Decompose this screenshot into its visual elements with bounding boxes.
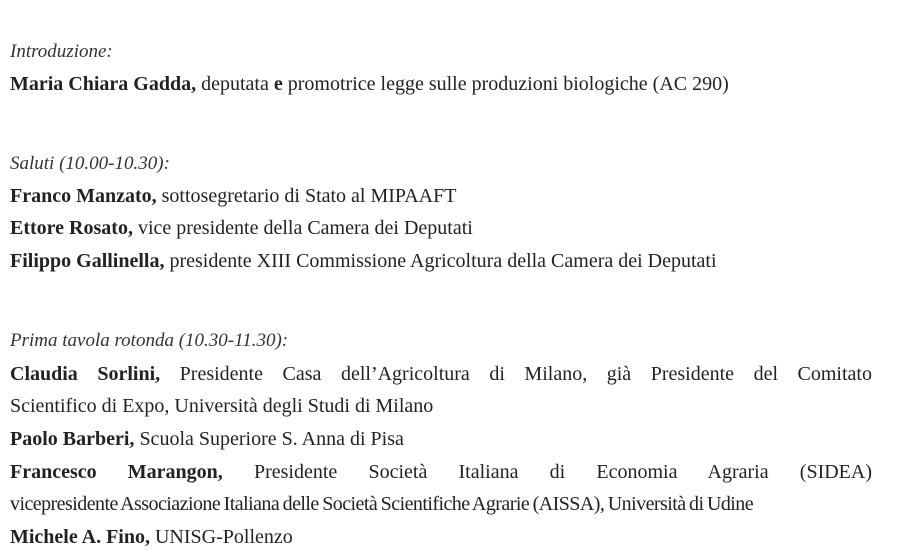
speaker-entry: [10, 526, 293, 549]
speaker-role: sottosegretario di Stato al MIPAAFT: [156, 185, 457, 207]
speaker-role: UNISG-Pollenzo: [149, 526, 293, 548]
speaker-role: vice presidente della Camera dei Deputati: [132, 217, 473, 239]
section-heading-prima-tavola: Prima tavola rotonda (10.30-11.30):: [10, 330, 289, 351]
speaker-name: Michele A. Fino,: [10, 526, 150, 548]
speaker-entry: [10, 358, 872, 422]
section-heading-saluti: Saluti (10.00-10.30):: [10, 153, 170, 174]
speaker-role: vicepresidente Associazione Italiana delle Società Scientifiche Agrarie (AISSA), Università di Udine: [10, 493, 754, 515]
speaker-role: deputata: [196, 73, 274, 95]
speaker-role: Scientifico di Expo, Università degli Studi di Milano: [10, 395, 434, 417]
speaker-name: Maria Chiara Gadda,: [10, 73, 197, 95]
speaker-entry: [10, 428, 404, 451]
speaker-name: Paolo Barberi,: [10, 428, 135, 450]
speaker-entry: [10, 73, 729, 96]
speaker-role: promotrice legge sulle produzioni biologiche (AC 290): [282, 73, 729, 95]
section-heading-introduzione: Introduzione:: [10, 41, 113, 62]
speaker-name: Filippo Gallinella,: [10, 250, 165, 272]
speaker-entry: [10, 217, 473, 240]
speaker-name: Franco Manzato,: [10, 185, 157, 207]
speaker-role: Scuola Superiore S. Anna di Pisa: [134, 428, 404, 450]
speaker-name: Francesco Marangon,: [10, 461, 223, 483]
speaker-entry: [10, 250, 717, 273]
speaker-role: Presidente Società Italiana di Economia Agraria (SIDEA): [222, 461, 872, 483]
speaker-role-bold: e: [273, 73, 283, 95]
speaker-entry: [10, 185, 456, 208]
speaker-name: Ettore Rosato,: [10, 217, 133, 239]
speaker-name: Claudia Sorlini,: [10, 363, 161, 385]
speaker-role: presidente XIII Commissione Agricoltura della Camera dei Deputati: [164, 250, 717, 272]
speaker-role: Presidente Casa dell’Agricoltura di Milano, già Presidente del Comitato: [160, 363, 872, 385]
speaker-entry: [10, 456, 872, 520]
